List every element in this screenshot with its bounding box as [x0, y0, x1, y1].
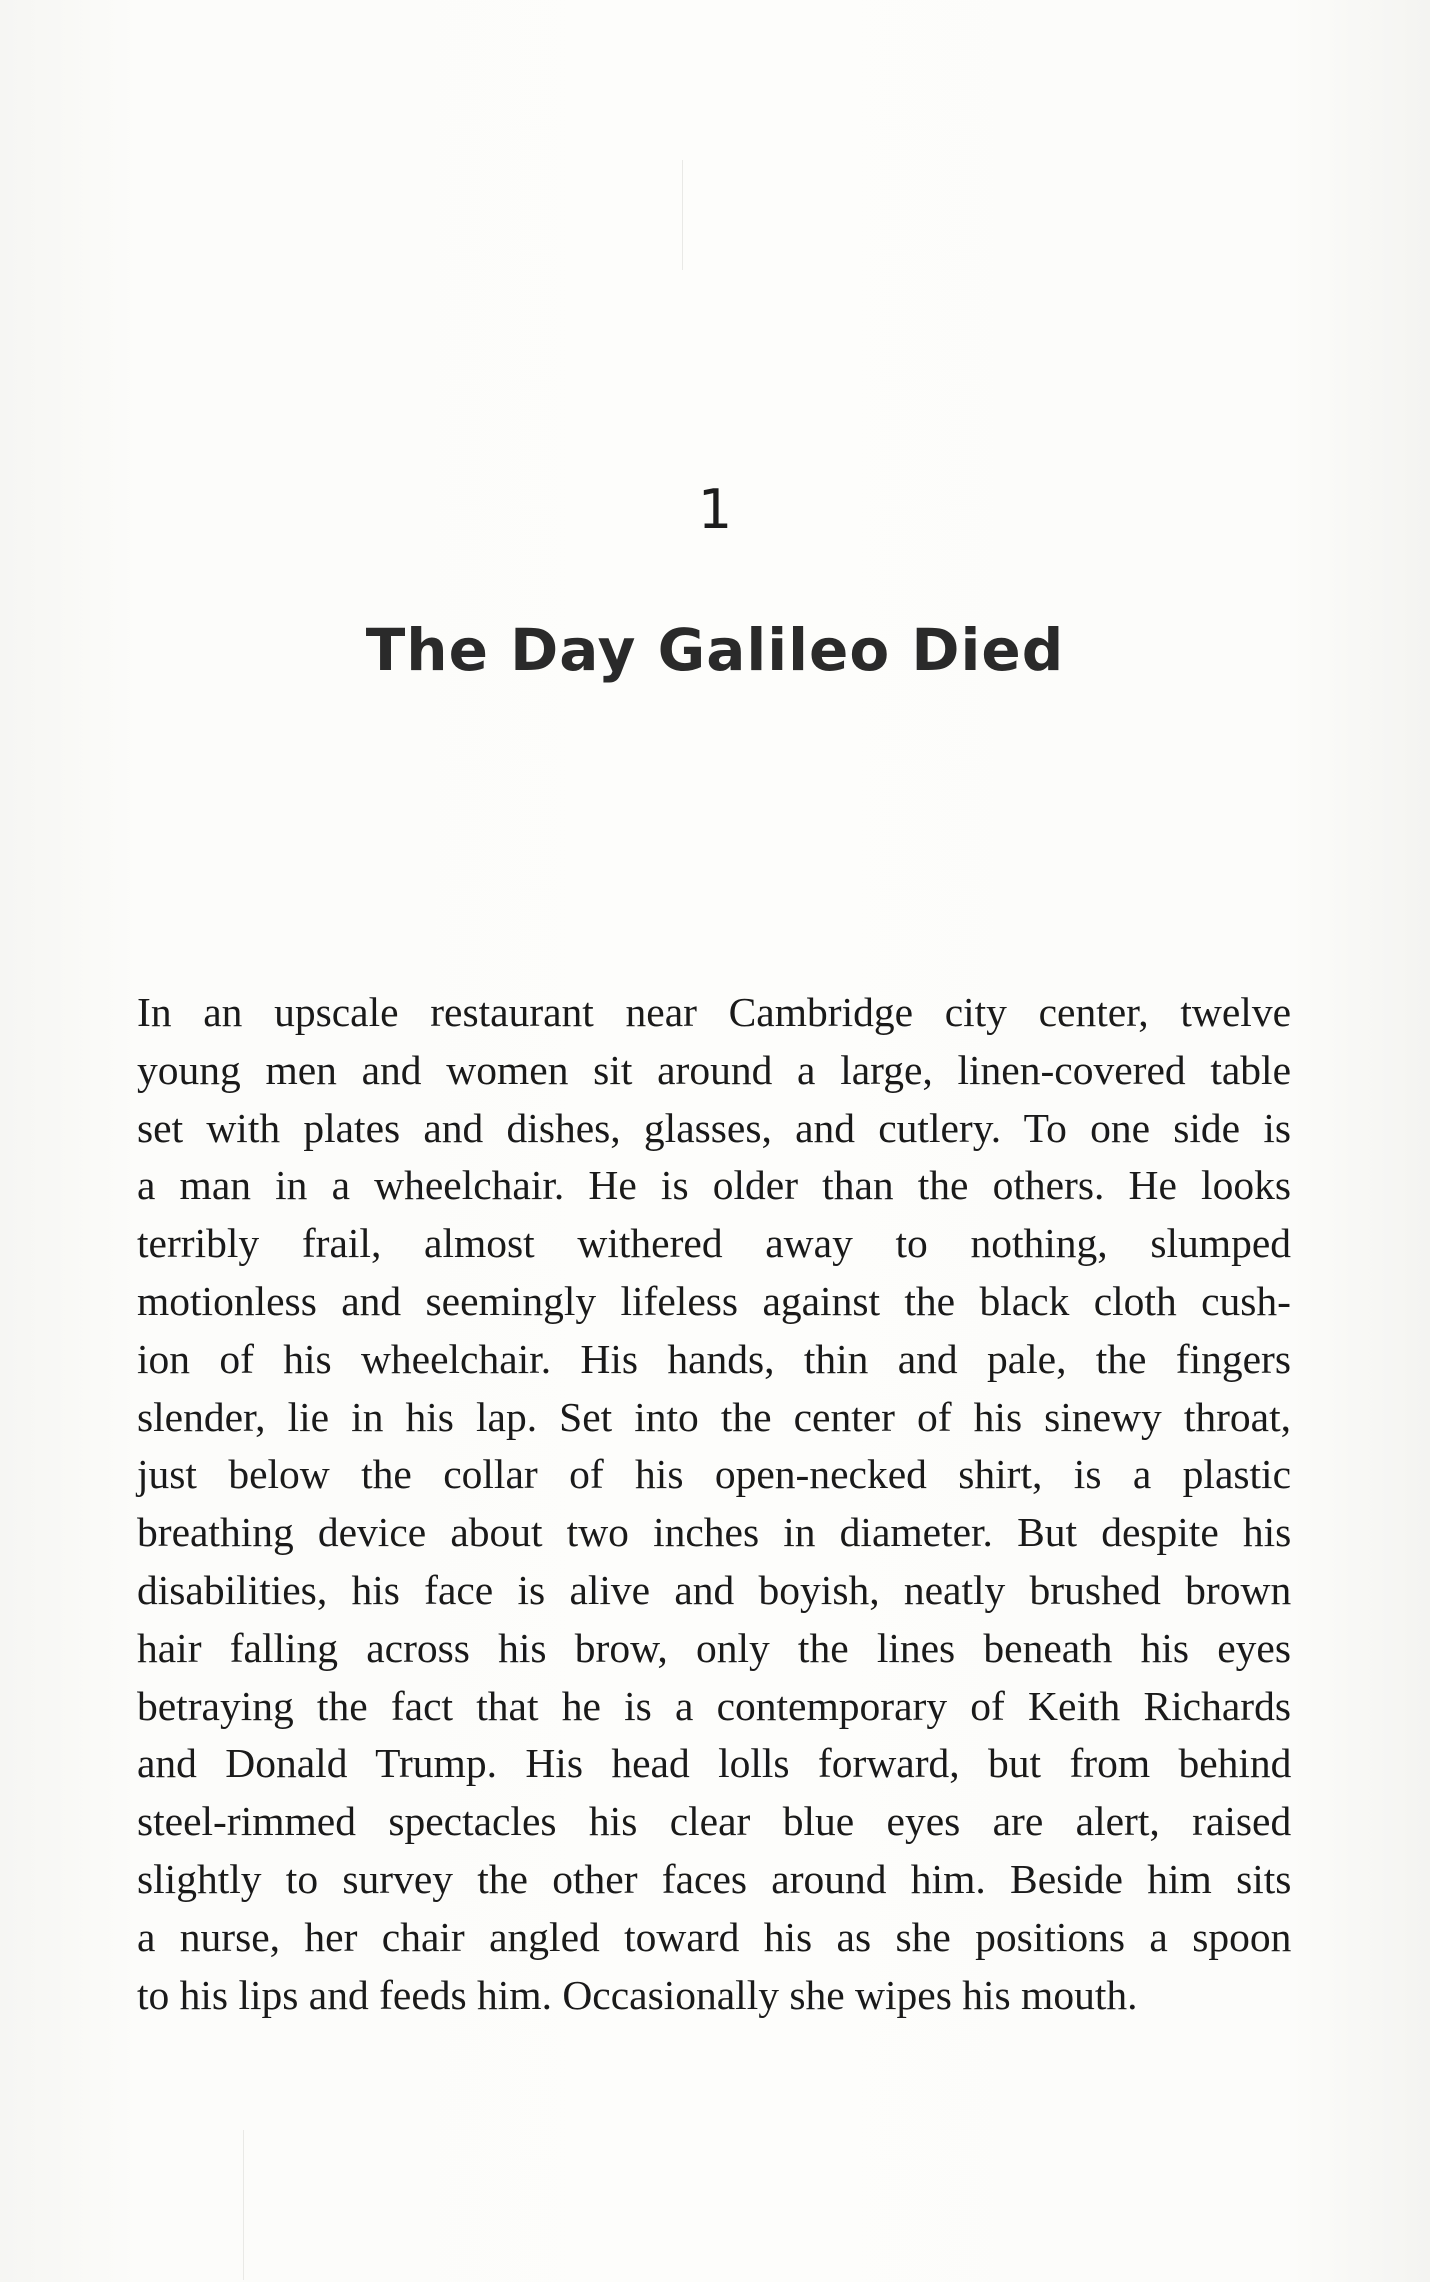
text-line: a nurse, her chair angled toward his as she positions a spoon — [137, 1913, 1292, 1960]
text-line: slightly to survey the other faces around him. Beside him sits — [137, 1855, 1292, 1902]
chapter-number: 1 — [697, 478, 733, 541]
text-line: breathing device about two inches in diameter. But despite his — [137, 1509, 1292, 1556]
text-line: disabilities, his face is alive and boyish, neatly brushed brown — [137, 1566, 1292, 1613]
text-line: terribly frail, almost withered away to nothing, slumped — [137, 1220, 1291, 1267]
text-line: and Donald Trump. His head lolls forward, but from behind — [137, 1740, 1292, 1787]
text-line: slender, lie in his lap. Set into the center of his sinewy throat, — [137, 1393, 1291, 1440]
scan-artifact-line — [243, 2130, 244, 2280]
chapter-title: The Day Galileo Died — [365, 616, 1065, 684]
text-line: steel-rimmed spectacles his clear blue eyes are alert, raised — [137, 1798, 1292, 1845]
text-line: ion of his wheelchair. His hands, thin and pale, the fingers — [137, 1335, 1291, 1382]
text-line: a man in a wheelchair. He is older than the others. He looks — [137, 1162, 1291, 1209]
text-line: motionless and seemingly lifeless against the black cloth cush- — [137, 1277, 1291, 1324]
text-line: betraying the fact that he is a contemporary of Keith Richards — [137, 1682, 1291, 1729]
body-paragraph — [137, 984, 1291, 2024]
text-line: set with plates and dishes, glasses, and cutlery. To one side is — [137, 1104, 1291, 1151]
text-line: In an upscale restaurant near Cambridge city center, twelve — [137, 989, 1291, 1035]
text-line: to his lips and feeds him. Occasionally she wipes his mouth. — [137, 1971, 1138, 2018]
text-line: young men and women sit around a large, linen-covered table — [137, 1046, 1291, 1093]
text-line: just below the collar of his open-necked shirt, is a plastic — [137, 1451, 1291, 1498]
scan-artifact-line — [682, 160, 683, 270]
text-line: hair falling across his brow, only the lines beneath his eyes — [137, 1624, 1291, 1671]
